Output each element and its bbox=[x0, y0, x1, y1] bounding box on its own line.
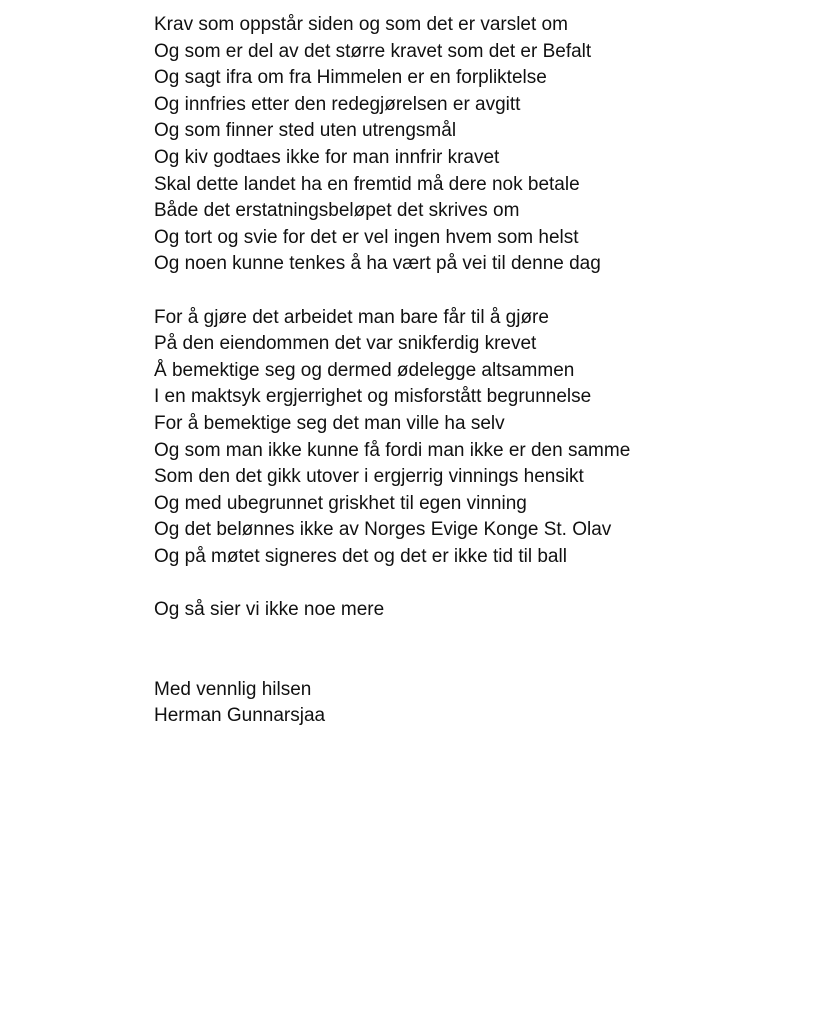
text-line: Å bemektige seg og dermed ødelegge altsammen bbox=[154, 359, 575, 381]
text-line: Og noen kunne tenkes å ha vært på vei til denne dag bbox=[154, 253, 601, 275]
closing-line: Og så sier vi ikke noe mere bbox=[154, 599, 385, 621]
letter-body bbox=[154, 12, 774, 730]
text-line: Og kiv godtaes ikke for man innfrir kravet bbox=[154, 146, 500, 168]
signoff-greeting: Med vennlig hilsen bbox=[154, 678, 312, 700]
text-line: Og sagt ifra om fra Himmelen er en forpliktelse bbox=[154, 67, 547, 89]
signoff-spacer bbox=[154, 624, 774, 677]
text-line: Og innfries etter den redegjørelsen er avgitt bbox=[154, 93, 521, 115]
text-line: Og som man ikke kunne få fordi man ikke er den samme bbox=[154, 439, 631, 461]
text-line: Som den det gikk utover i ergjerrig vinnings hensikt bbox=[154, 466, 584, 488]
text-line: Og det belønnes ikke av Norges Evige Konge St. Olav bbox=[154, 519, 612, 541]
signoff bbox=[154, 677, 774, 730]
stanza-1 bbox=[154, 12, 774, 278]
text-line: Og som finner sted uten utrengsmål bbox=[154, 120, 457, 142]
stanza-2 bbox=[154, 305, 774, 571]
signoff-name: Herman Gunnarsjaa bbox=[154, 705, 326, 727]
text-line: For å gjøre det arbeidet man bare får til å gjøre bbox=[154, 306, 549, 328]
stanza-spacer bbox=[154, 570, 774, 597]
text-line: Og på møtet signeres det og det er ikke tid til ball bbox=[154, 545, 567, 567]
text-line: For å bemektige seg det man ville ha selv bbox=[154, 412, 505, 434]
text-line: Både det erstatningsbeløpet det skrives om bbox=[154, 200, 520, 222]
text-line: I en maktsyk ergjerrighet og misforstått begrunnelse bbox=[154, 386, 592, 408]
stanza-spacer bbox=[154, 278, 774, 305]
text-line: Og som er del av det større kravet som det er Befalt bbox=[154, 40, 592, 62]
text-line: Og tort og svie for det er vel ingen hvem som helst bbox=[154, 226, 579, 248]
text-line: Krav som oppstår siden og som det er varslet om bbox=[154, 14, 568, 35]
text-line: Og med ubegrunnet griskhet til egen vinning bbox=[154, 492, 527, 514]
text-line: Skal dette landet ha en fremtid må dere nok betale bbox=[154, 173, 580, 195]
text-line: På den eiendommen det var snikferdig krevet bbox=[154, 333, 537, 355]
